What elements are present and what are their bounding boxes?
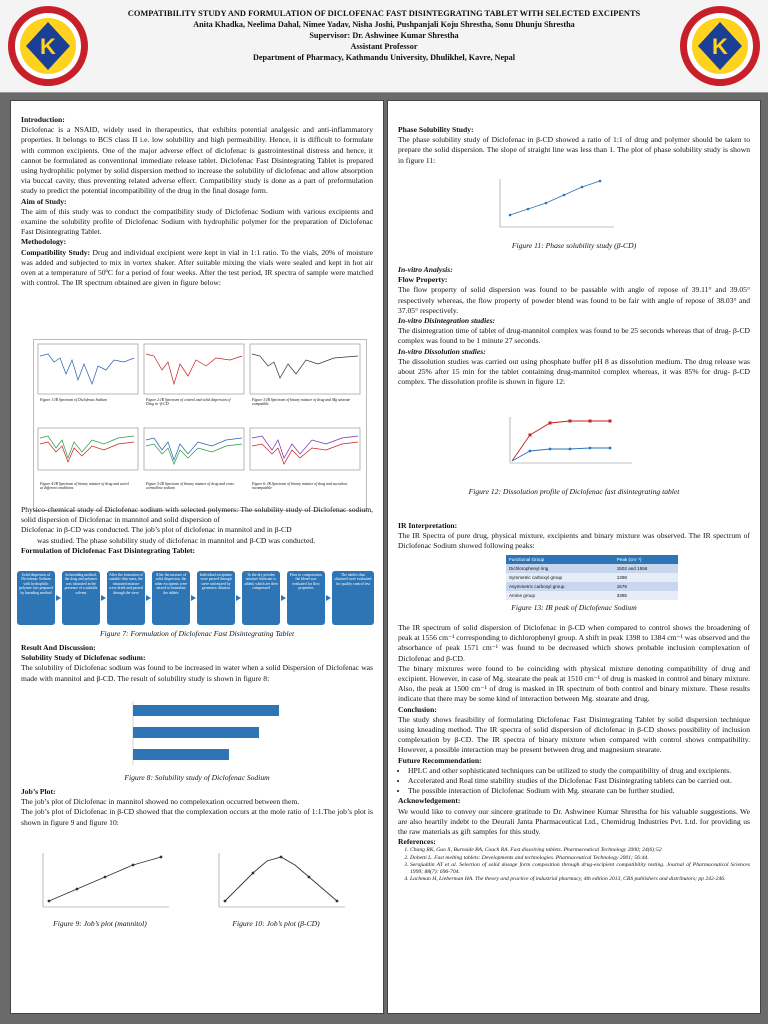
physico-text: Physico-chemical study of Diclofenac sodium with selected polymers: The solubility study of Diclofenac sodium, solid dispersion of Diclofenac in mannitol and solid dispersion of: [21, 505, 373, 525]
references-list: [398, 847, 750, 883]
svg-text:K: K: [40, 34, 56, 59]
methodology-heading: Methodology:: [21, 237, 67, 247]
acknowledgement-heading: Acknowledgement:: [398, 796, 461, 806]
ir-table-cell: Asymmetric carboxyl group: [509, 584, 565, 589]
formulation-flowchart: [17, 571, 379, 627]
flow-step-4: After the mixture of solid dispersion, the other excipients were mixed to formulate the tablets: [152, 571, 190, 625]
header-text: [92, 8, 676, 63]
ir-fig5-caption: Figure 5:IR Spectrum of binary mixture of drug and cross carmellose sodium: [146, 482, 234, 490]
table-row: [506, 591, 678, 600]
ir-discussion-1: The IR spectrum of solid dispersion of Diclofenac in β-CD when compared to control shows the broadening of peak at 1556 cm⁻¹ corresponding to dichlorophenyl group. A shift in peak 1398 to 1384 cm⁻¹ was observed and the absorbance of peak 1571 cm⁻¹ was found to be decreased which shows probable inclusion complexation of Diclofenac and β-CD.: [398, 623, 750, 663]
discussion-section: [398, 623, 750, 883]
flow-step-5: Individual excipients were passed through sieve and mixed by geometric dilution: [197, 571, 235, 625]
disintegration-heading: In-vitro Disintegration studies:: [398, 316, 496, 326]
ir-fig6-caption: Figure 6: IR Spectrum of binary mixture of drug and sucralose incompatible: [252, 482, 348, 490]
ir-spectra-grid: [33, 339, 367, 511]
list-item: • The possible interaction of Diclofenac Sodium with Mg. stearate can be further studied.: [408, 786, 750, 796]
fig8-solubility-chart: [81, 697, 311, 771]
ir-table-cell: 3385: [616, 593, 627, 598]
acknowledgement-text: We would like to convey our sincere gratitude to Dr. Ashwinee Kumar Shrestha for his valuable suggestions. We are also heartily indebt to the Deurali Janta Pharmaceutical Ltd., Chemidrug Industries Pvt. Ltd. for providing us the raw materials as gift samples for this study.: [398, 806, 750, 837]
aim-heading: Aim of Study:: [21, 196, 67, 206]
ir-interpretation-section: [398, 521, 750, 552]
invitro-section: [398, 265, 750, 387]
ir-fig3-caption: Figure 3:IR Spectrum of binary mixture of drug and Mg stearate compatible: [252, 398, 351, 406]
designation: Assistant Professor: [350, 42, 418, 51]
ir-table-cell: Symmetric carboxyl group: [509, 575, 563, 580]
formulation-heading: Formulation of Diclofenac Fast Disintegrating Tablet:: [21, 545, 196, 555]
physico-section: [21, 505, 373, 556]
flow-arrow: [56, 595, 61, 601]
left-column: [10, 100, 384, 1014]
jobs-section: [21, 787, 373, 828]
solubility-text: The solubility of Diclofenac sodium was found to be increased in water when a solid Dispersion of Diclofenac was made with mannitol and β-CD. The result of solubility study is shown in figure 8:: [21, 663, 373, 683]
solubility-heading: Solubility Study of Diclofenac sodium:: [21, 653, 146, 663]
aim-text: The aim of this study was to conduct the compatibility study of Diclofenac Sodium with various excipients and examine the solubility profile of Diclofenac Sodium with hydrophilic polymer for the preparation of Diclofenac Fast Disintegrating Tablet.: [21, 206, 373, 237]
poster-title: COMPATIBILITY STUDY AND FORMULATION OF DICLOFENAC FAST DISINTEGRATING TABLET WITH SELECTED EXCIPENTS: [127, 9, 641, 18]
flow-step-6: To the dry powder mixture lubricant is added, which are then compressed: [242, 571, 280, 625]
list-item: 3. Serajuddin AT et al. Selection of solid dosage form composition through drug-excipient compatibility testing. Journal of Pharmaceutical Sciences 1999; 88(7): 696-704.: [410, 862, 750, 876]
flow-property-text: The flow property of solid dispersion was found to be passable with angle of repose of 39.11° and 39.05° respectively whereas, the flow property of powder blend was found to be fair with angle of repose of 38.03° and 37.05° respectively.: [398, 285, 750, 315]
ir-table-cell: 1398: [616, 575, 627, 580]
invitro-heading: In-vitro Analysis:: [398, 265, 453, 274]
fig8-svg: [81, 697, 311, 771]
ir-text: The IR Spectra of pure drug, physical mixture, excipients and binary mixture was observed. The IR spectrum of Diclofenac Sodium showed following peaks:: [398, 531, 750, 551]
flow-arrow: [191, 595, 196, 601]
flow-arrow: [101, 595, 106, 601]
fig8-caption: Figure 8: Solubility study of Diclofenac Sodium: [124, 773, 270, 782]
table-row: [506, 573, 678, 582]
flow-arrow: [236, 595, 241, 601]
ir-fig4-caption: Figure 4:IR Spectrum of binary mixture of drug and avicel at different conditions: [40, 482, 130, 490]
fig11-caption: Figure 11: Phase solubility study (β-CD): [511, 241, 637, 250]
ir-table-header: Functional Group: [509, 557, 545, 562]
flow-property-heading: Flow Property:: [398, 275, 448, 285]
flow-arrow: [146, 595, 151, 601]
ir-peak-table: [506, 555, 678, 600]
flow-step-2: In kneading method, the drug and polymer was triturated in the presence of a suitable solvent: [62, 571, 100, 625]
introduction-section: [21, 115, 373, 288]
phase-solubility-section: [398, 125, 750, 166]
conclusion-heading: Conclusion:: [398, 704, 437, 714]
jobs-text-2: The job’s plot of Diclofenac in β-CD showed that the complexation occurs at the mole ratio of 1:1.The job’s plot is shown in figure 9 and figure 10:: [21, 807, 373, 827]
table-row: [506, 582, 678, 591]
svg-text:K: K: [712, 34, 728, 59]
compat-heading: Compatibility Study:: [21, 247, 91, 257]
list-item: • Accelerated and Real time stability studies of the Diclofenac Fast Disintegrating tablets can be carried out.: [408, 776, 750, 786]
fig8-bar-1: [133, 705, 279, 716]
physico-text-2: Diclofenac in β-CD was conducted. The job’s plot of diclofenac in mannitol and in β-CD: [21, 525, 292, 535]
ir-table-cell: 1502 and 1556: [616, 566, 648, 571]
fig10-caption: Figure 10: Job’s plot (β-CD): [232, 919, 320, 928]
fig8-bar-3: [133, 749, 229, 760]
fig12-dissolution-plot: [498, 413, 638, 479]
department: Department of Pharmacy, Kathmandu University, Dhulikhel, Kavre, Nepal: [252, 53, 516, 62]
results-heading: Result And Discussion:: [21, 643, 96, 652]
ir-table-cell: Dichlorophenyl ring: [509, 566, 549, 571]
fig13-caption: Figure 13: IR peak of Diclofenac Sodium: [511, 603, 637, 612]
fig8-bar-2: [133, 727, 259, 738]
dissolution-heading: In-vitro Dissolution studies:: [398, 346, 486, 356]
intro-heading: Introduction:: [21, 115, 65, 124]
compat-text: Drug and individual excipient were kept in vial in 1:1 ratio. To the vials, 20% of moisture was added and subjected to mix in vortex shaker. After suitable mixing the vials were sealed and kept in hot air oven at a temperature of 50ºC for a period of four weeks. After the test period, IR spectra of sample were matched with control. The IR spectrum obtained are given in figure below:: [21, 247, 373, 288]
phase-text: The phase solubility study of Diclofenac in β-CD showed a ratio of 1:1 of drug and polymer should be taken to prepare the solid dispersion. The slope of straight line was less than 1. The plot of phase solubility study is shown in figure 11:: [398, 135, 750, 165]
list-item: 4. Lachman H, Lieberman HA. The theory and practice of industrial pharmacy, 4th edition 2013, CBS publishers and distributors; pp 242-246.: [410, 876, 750, 883]
list-item: 2. Dobetti L. Fast melting tablets: Developments and technologies. Pharmaceutical Technology 2001; 56:44.: [410, 855, 750, 862]
ir-table-cell: 1576: [616, 584, 627, 589]
results-section: [21, 643, 373, 684]
future-list: [398, 766, 750, 797]
flow-step-7: Prior to compression, the blend was evaluated for flow properties: [287, 571, 325, 625]
ir-heading: IR Interpretation:: [398, 521, 458, 530]
table-row: [506, 564, 678, 573]
ir-table-header: Peak (cm⁻¹): [616, 556, 642, 562]
ir-fig1-caption: Figure 1:IR Spectrum of Diclofenac Sodium: [40, 398, 108, 402]
phase-heading: Phase Solubility Study:: [398, 125, 474, 134]
fig9-jobs-plot-mannitol: [25, 847, 175, 917]
supervisor: Supervisor: Dr. Ashwinee Kumar Shrestha: [309, 31, 459, 40]
fig11-phase-solubility-plot: [488, 175, 618, 237]
ir-fig2-caption: Figure 2:IR Spectrum of control and solid dispersion of Drug in -β-CD: [146, 398, 231, 406]
flow-step-8: The tablets thus obtained were evaluated for quality control test: [332, 571, 374, 625]
right-column: [387, 100, 761, 1014]
fig9-caption: Figure 9: Job’s plot (mannitol): [53, 919, 147, 928]
jobs-heading: Job’s Plot:: [21, 787, 56, 796]
physico-text-3: was studied. The phase solubility study of diclofenac in mannitol and β-CD was conducted.: [37, 535, 316, 545]
poster-header: [0, 0, 768, 93]
list-item: 1. Chang RK, Guo X, Burnside BA, Couch RA. Fast dissolving tablets. Pharmaceutical Technology 2000; 24(6):52: [410, 847, 750, 854]
flow-step-1: Solid dispersion of Diclofenac Sodium with hydrophilic polymer was prepared by kneading method: [17, 571, 55, 625]
future-heading: Future Recommendation:: [398, 755, 482, 765]
flow-arrow: [326, 595, 331, 601]
list-item: • HPLC and other sophisticated techniques can be utilized to study the compatibility of drug and excipients.: [408, 766, 750, 776]
university-logo-right: [678, 4, 762, 88]
dissolution-text: The dissolution studies was carried out using phosphate buffer pH 8 as dissolution medium. The drug release was about 25% after 15 min for the tablet containing drug-mannitol complex whereas, it was 85% for drug- β-CD complex. The dissolution profile is shown in figure 12:: [398, 356, 750, 387]
university-logo-left: [6, 4, 90, 88]
conclusion-text: The study shows feasibility of formulating Diclofenac Fast Disintegrating Tablet by solid dispersion technique using kneading method. The IR spectra of solid dispersion of diclofenac in β-CD shows possibility of inclusion complexation by β-CD. The IR spectra of binary mixture when compared with control shows compatibility. However, a possible interaction may be present between drug and magnesium stearate.: [398, 714, 750, 755]
references-heading: References:: [398, 837, 436, 847]
authors: Anita Khadka, Neelima Dahal, Nimee Yadav, Nisha Joshi, Pushpanjali Koju Shrestha, Sonu Dhunju Shrestha: [193, 20, 575, 29]
flow-step-3: After the formation of suitable thin mass, the triturated mixture were dried and passed through the sieve: [107, 571, 145, 625]
disintegration-text: The disintegration time of tablet of drug-mannitol complex was found to be 25 seconds whereas that of drug- β-CD complex was found to be 1 minute 27 seconds.: [398, 326, 750, 346]
fig10-jobs-plot-bcd: [201, 847, 351, 917]
flow-arrow: [281, 595, 286, 601]
jobs-text-1: The job’s plot of Diclofenac in mannitol showed no compelexation occurred between them.: [21, 797, 300, 807]
fig7-caption: Figure 7: Formulation of Diclofenac Fast Disintegrating Tablet: [99, 629, 295, 638]
ir-table-cell: Amine group: [509, 593, 536, 598]
fig12-caption: Figure 12: Dissolution profile of Diclofenac fast disintegrating tablet: [468, 487, 680, 496]
ir-discussion-2: The binary mixtures were found to be coinciding with physical mixture denoting compatibility of drug and excipient. However, in case of Mg. stearate the peak at 1510 cm⁻¹ of drug is masked in control and binary mixture. Also, the peak at 1500 cm⁻¹ of drug is masked in IR spectrum of both control and binary mixture. These results indicate that there may be some kind of interaction between Mg. stearate and drug.: [398, 663, 750, 704]
intro-text: Diclofenac is a NSAID, widely used in therapeutics, that exhibits potential analgesic and anti-inflammatory properties. It belongs to BCS class II i.e. low solubility and high permeability. Hence, it is difficult to formulate with common excipients. One of the major adverse effect of diclofenac is gastrointestinal distress and hence, it cannot be formulated as conventional immediate release tablet. Diclofenac Fast Disintegrating Tablet is prepared using hydrophilic polymer by solid dispersion method to increase the solubility of diclofenac and allow absorption via buccal cavity, thus preventing related adverse effect. Compatibility study is done as a part of preformulation study to predict the potential incompatibility of the drug in the final dosage form.: [21, 125, 373, 196]
